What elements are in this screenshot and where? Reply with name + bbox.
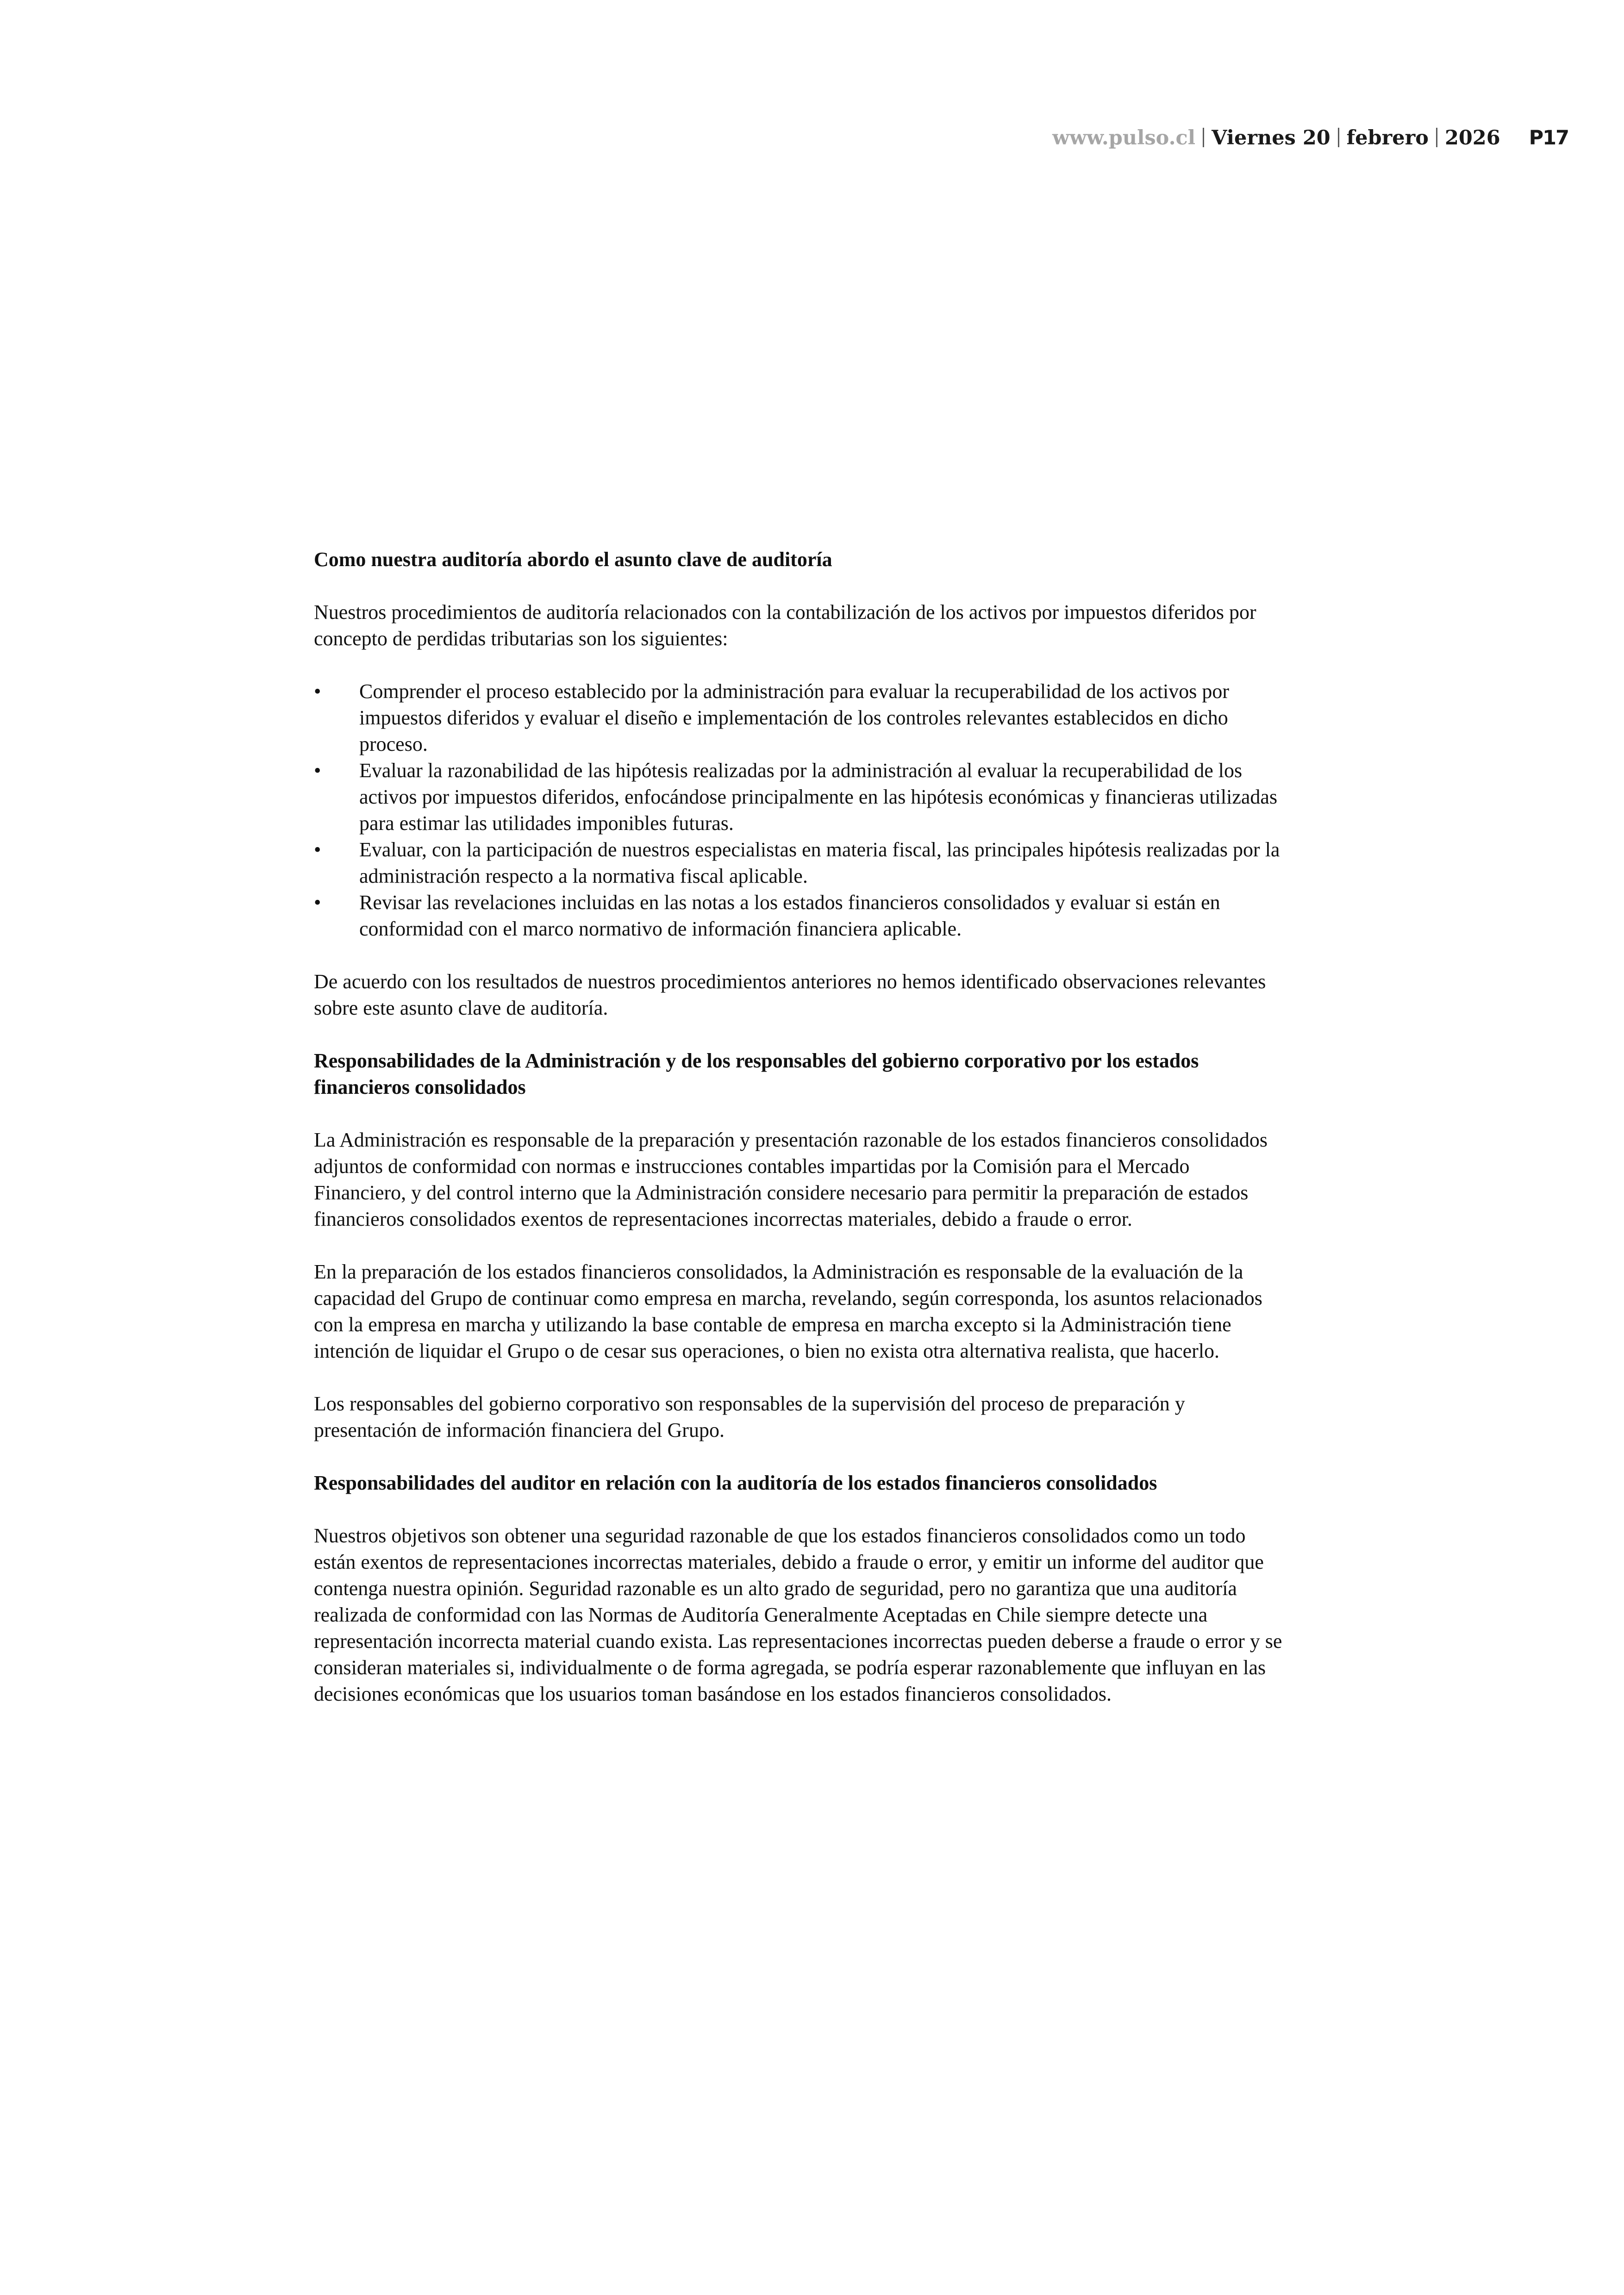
header-year: 2026	[1444, 126, 1500, 150]
document-body	[314, 546, 1286, 1707]
paragraph-auditor-objectives: Nuestros objetivos son obtener una seguridad razonable de que los estados financieros consolidados como un todo están exentos de representaciones incorrectas materiales, debido a fraude o error, y emitir un informe del auditor que contenga nuestra opinión. Seguridad razonable es un alto grado de seguridad, pero no garantiza que una auditoría realizada de conformidad con las Normas de Auditoría Generalmente Aceptadas en Chile siempre detecte una representación incorrecta material cuando exista. Las representaciones incorrectas pueden deberse a fraude o error y se consideran materiales si, individualmente o de forma agregada, se podría esperar razonablemente que influyan en las decisiones económicas que los usuarios toman basándose en los estados financieros consolidados.	[314, 1524, 1282, 1705]
list-item: • Comprender el proceso establecido por la administración para evaluar la recuperabilidad de los activos por impuestos diferidos y evaluar el diseño e implementación de los controles relevantes establecidos en dicho proceso.	[314, 678, 1286, 757]
spacer	[314, 1364, 1286, 1391]
section-heading-audit-approach: Como nuestra auditoría abordo el asunto clave de auditoría	[314, 548, 832, 571]
list-item: • Revisar las revelaciones incluidas en las notas a los estados financieros consolidados y evaluar si están en conformidad con el marco normativo de información financiera aplicable.	[314, 889, 1286, 942]
list-item: • Evaluar, con la participación de nuestros especialistas en materia fiscal, las principales hipótesis realizadas por la administración respecto a la normativa fiscal aplicable.	[314, 836, 1286, 889]
spacer	[314, 652, 1286, 678]
spacer	[314, 942, 1286, 968]
paragraph-governance-oversight: Los responsables del gobierno corporativo son responsables de la supervisión del proceso de preparación y presentación de información financiera del Grupo.	[314, 1392, 1185, 1441]
header-divider	[1203, 128, 1204, 147]
section-heading-auditor-responsibilities: Responsabilidades del auditor en relación con la auditoría de los estados financieros consolidados	[314, 1472, 1157, 1494]
list-item: • Evaluar la razonabilidad de las hipótesis realizadas por la administración al evaluar la recuperabilidad de los activos por impuestos diferidos, enfocándose principalmente en las hipótesis económicas y financieras utilizadas para estimar las utilidades imponibles futuras.	[314, 757, 1286, 836]
page-header	[1052, 124, 1568, 152]
header-day: Viernes 20	[1212, 126, 1330, 150]
paragraph-procedures-intro: Nuestros procedimientos de auditoría relacionados con la contabilización de los activos por impuestos diferidos por concepto de perdidas tributarias son los siguientes:	[314, 601, 1256, 650]
spacer	[314, 1496, 1286, 1522]
header-month: febrero	[1346, 126, 1429, 150]
section-heading-management-responsibilities: Responsabilidades de la Administración y de los responsables del gobierno corporativo por los estados financieros consolidados	[314, 1049, 1199, 1098]
procedures-list	[314, 678, 1286, 942]
spacer	[314, 1232, 1286, 1259]
header-divider	[1338, 128, 1339, 147]
paragraph-management-responsibility: La Administración es responsable de la preparación y presentación razonable de los estados financieros consolidados adjuntos de conformidad con normas e instrucciones contables impartidas por la Comisión para el Mercado Financiero, y del control interno que la Administración considere necesario para permitir la preparación de estados financieros consolidados exentos de representaciones incorrectas materiales, debido a fraude o error.	[314, 1129, 1268, 1230]
header-divider	[1436, 128, 1437, 147]
spacer	[314, 1443, 1286, 1470]
spacer	[314, 573, 1286, 599]
spacer	[314, 1100, 1286, 1127]
spacer	[314, 1021, 1286, 1048]
paragraph-conclusion: De acuerdo con los resultados de nuestros procedimientos anteriores no hemos identificado observaciones relevantes sobre este asunto clave de auditoría.	[314, 970, 1266, 1019]
paragraph-going-concern: En la preparación de los estados financieros consolidados, la Administración es responsable de la evaluación de la capacidad del Grupo de continuar como empresa en marcha, revelando, según corresponda, los asuntos relacionados con la empresa en marcha y utilizando la base contable de empresa en marcha excepto si la Administración tiene intención de liquidar el Grupo o de cesar sus operaciones, o bien no exista otra alternativa realista, que hacerlo.	[314, 1260, 1262, 1362]
site-url[interactable]: www.pulso.cl	[1052, 126, 1196, 150]
page-number: P17	[1529, 126, 1568, 150]
